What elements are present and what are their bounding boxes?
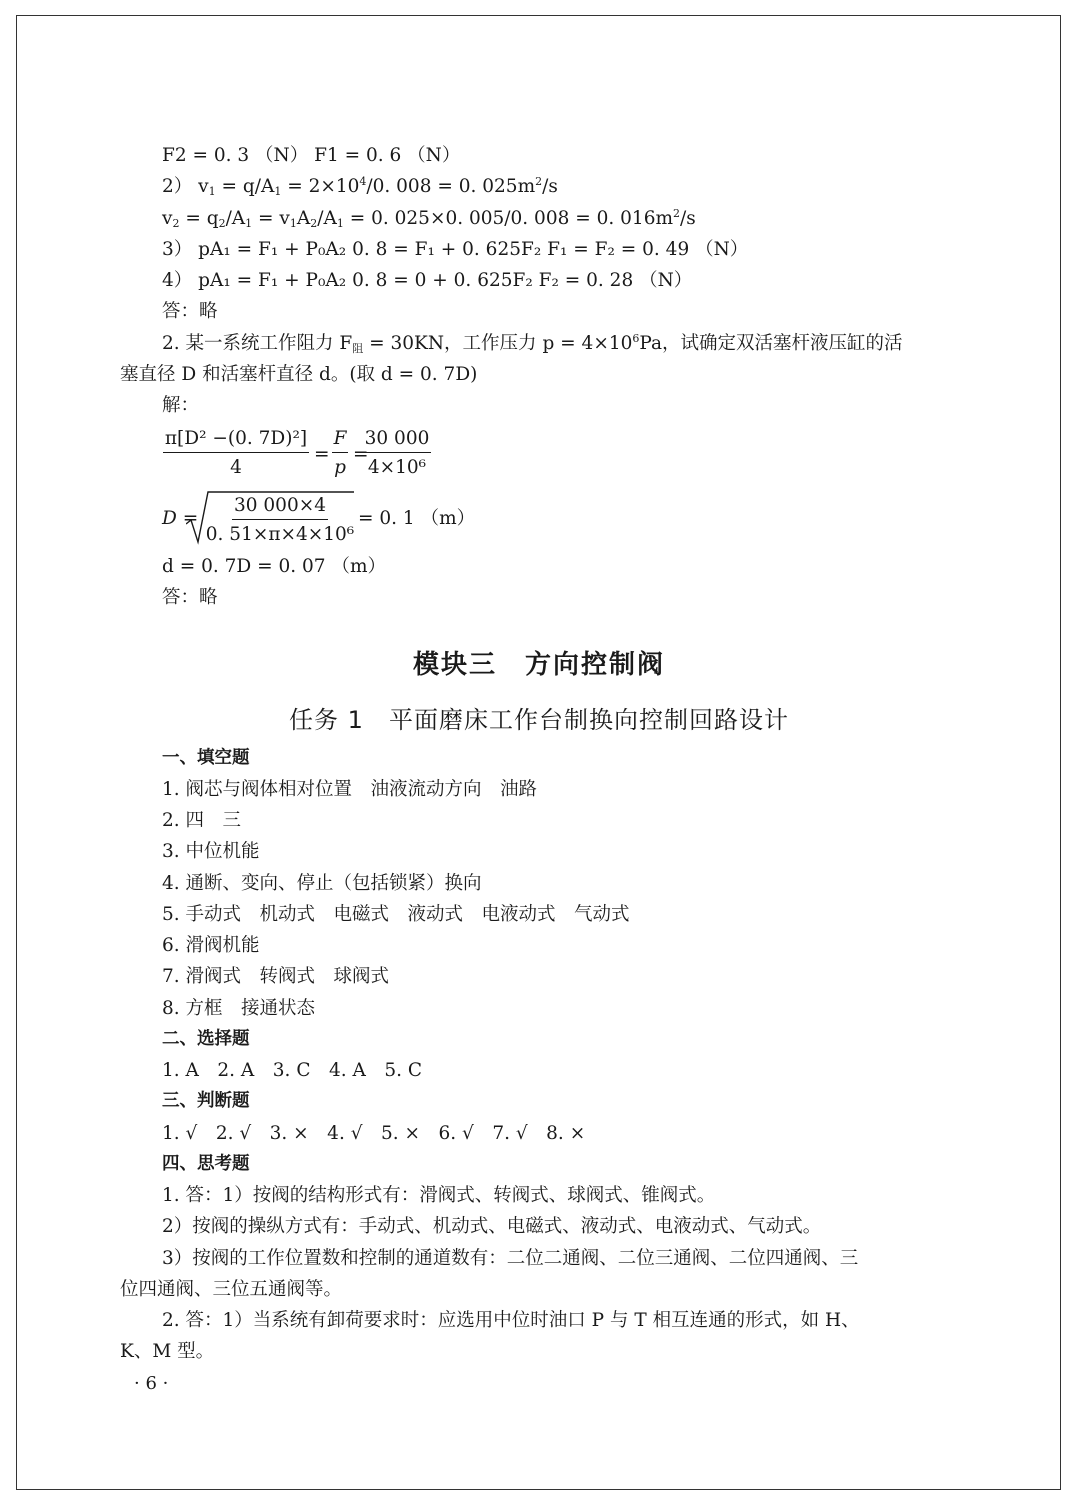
task-title: 任务 1 平面磨床工作台制换向控制回路设计	[289, 706, 789, 734]
section-heading-fill: 一、填空题	[162, 748, 250, 768]
line-answer-2: 答：略	[162, 587, 218, 608]
list-item: 4. 通断、变向、停止（包括锁紧）换向	[162, 873, 482, 894]
sqrt-fraction: $\frac{30 000\times 4}{\text{0. 51×π×4×10⁶}}$	[205, 495, 355, 545]
list-item: 3）按阀的工作位置数和控制的通道数有：二位二通阀、二位三通阀、二位四通阀、三	[162, 1248, 859, 1269]
list-item: 2. 四 三	[162, 810, 242, 831]
list-item: 6. 滑阀机能	[162, 935, 260, 956]
choice-answers: 1. A 2. A 3. C 4. A 5. C	[162, 1060, 423, 1081]
line-question-2-cont: 塞直径 D 和活塞杆直径 d。(取 d = 0. 7D)	[120, 364, 478, 385]
line-question-2: 2. 某一系统工作阻力 $F_阻 = 30KN$，工作压力 $p = 4\times 10^6Pa$，试确定双活塞杆液压缸的活	[162, 332, 903, 355]
equals-sign: =	[314, 444, 330, 465]
section-heading-judge: 三、判断题	[162, 1091, 250, 1111]
line-f2-f1: F2 = 0. 3 （N） F1 = 0. 6 （N）	[162, 145, 461, 166]
judge-answers: 1. √ 2. √ 3. × 4. √ 5. × 6. √ 7. √ 8. ×	[162, 1123, 586, 1144]
line-step4: 4） pA₁ = F₁ + P₀A₂ 0. 8 = 0 + 0. 625F₂ F₂ = 0. 28 （N）	[162, 270, 693, 291]
fraction-f-p: $\frac{F}{p}$	[333, 428, 347, 478]
list-item: 3. 中位机能	[162, 841, 260, 862]
equals-sign: =	[353, 444, 369, 465]
page-number: · 6 ·	[134, 1373, 169, 1394]
line-v1: 2） $v_1 = q/A_1 = 2\times 10^4/0$. 008 = 0. $025m^2/s$	[162, 175, 558, 198]
list-item: 2. 答：1）当系统有卸荷要求时：应选用中位时油口 P 与 T 相互连通的形式，如 H、	[162, 1310, 860, 1331]
list-item: 7. 滑阀式 转阀式 球阀式	[162, 966, 390, 987]
list-item: K、M 型。	[120, 1341, 215, 1362]
d-label: D =	[162, 508, 199, 529]
section-heading-think: 四、思考题	[162, 1154, 250, 1174]
list-item: 5. 手动式 机动式 电磁式 液动式 电液动式 气动式	[162, 904, 630, 925]
section-heading-choice: 二、选择题	[162, 1029, 250, 1049]
d-result: = 0. 1 （m）	[358, 508, 476, 529]
line-v2: $v_2 = q_2/A_1 = v_1A_2/A_1 = 0$. 025×0. 005/0. 008 = 0. $016m^2/s$	[162, 207, 696, 230]
list-item: 位四通阀、三位五通阀等。	[120, 1279, 343, 1300]
list-item: 2）按阀的操纵方式有：手动式、机动式、电磁式、液动式、电液动式、气动式。	[162, 1216, 822, 1237]
line-d-value: d = 0. 7D = 0. 07 （m）	[162, 556, 386, 577]
list-item: 1. 答：1）按阀的结构形式有：滑阀式、转阀式、球阀式、锥阀式。	[162, 1185, 716, 1206]
line-step3: 3） pA₁ = F₁ + P₀A₂ 0. 8 = F₁ + 0. 625F₂ F₁ = F₂ = 0. 49 （N）	[162, 239, 749, 260]
module-title: 模块三 方向控制阀	[412, 650, 665, 680]
list-item: 1. 阀芯与阀体相对位置 油液流动方向 油路	[162, 779, 538, 800]
fraction-value: $\frac{30 000}{\text{4×10⁶}}$	[364, 428, 430, 478]
line-answer-1: 答：略	[162, 301, 218, 322]
fraction-area: $\frac{\text{π[D² −(0. 7D)²]}}{4}$	[164, 428, 308, 478]
list-item: 8. 方框 接通状态	[162, 998, 316, 1019]
line-solution: 解：	[162, 395, 200, 416]
